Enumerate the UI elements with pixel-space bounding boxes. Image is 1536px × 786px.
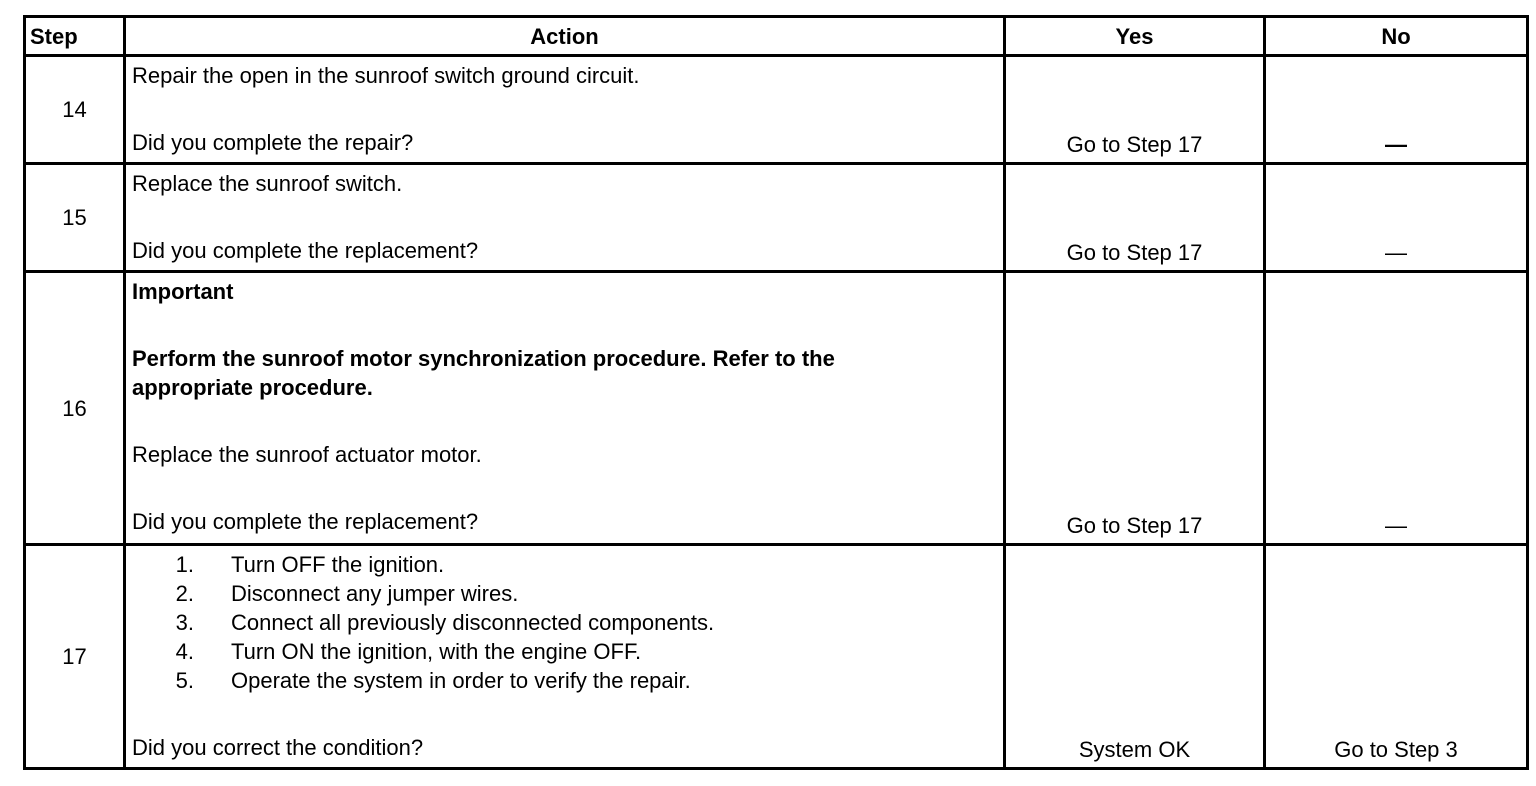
list-text: Turn OFF the ignition. [231, 552, 445, 577]
no-cell [1265, 545, 1528, 769]
question-text: Did you complete the replacement? [132, 509, 479, 534]
list-number: 5. [175, 668, 194, 693]
yes-cell [1005, 272, 1265, 545]
important-label: Important [132, 279, 234, 304]
no-cell [1265, 56, 1528, 164]
no-result: — [1385, 240, 1407, 265]
question-text: Did you complete the replacement? [132, 238, 479, 263]
header-action: Action [125, 17, 1005, 56]
question-text: Did you complete the repair? [132, 130, 414, 155]
table-row [25, 272, 1528, 545]
no-cell [1265, 272, 1528, 545]
no-result: Go to Step 3 [1334, 737, 1458, 762]
list-item [132, 579, 1003, 608]
table-row [25, 545, 1528, 769]
list-text: Disconnect any jumper wires. [231, 581, 519, 606]
yes-result: Go to Step 17 [1066, 513, 1203, 538]
list-number: 2. [175, 581, 194, 606]
list-number: 1. [175, 552, 194, 577]
step-number: 16 [25, 272, 125, 545]
list-number: 4. [175, 639, 194, 664]
header-no: No [1265, 17, 1528, 56]
action-text: Replace the sunroof switch. [132, 171, 403, 196]
action-text: Replace the sunroof actuator motor. [132, 442, 482, 467]
step-number: 17 [25, 545, 125, 769]
no-result: — [1385, 513, 1407, 538]
table-row [25, 164, 1528, 272]
important-text: appropriate procedure. [132, 375, 373, 400]
yes-cell [1005, 56, 1265, 164]
step-number: 14 [25, 56, 125, 164]
yes-cell [1005, 164, 1265, 272]
step-number: 15 [25, 164, 125, 272]
no-result: — [1385, 132, 1407, 157]
header-row [25, 17, 1528, 56]
action-cell [125, 164, 1005, 272]
header-yes: Yes [1005, 17, 1265, 56]
header-step: Step [25, 17, 125, 56]
yes-result: Go to Step 17 [1066, 240, 1203, 265]
important-text: Perform the sunroof motor synchronization procedure. Refer to the [132, 346, 835, 371]
list-text: Operate the system in order to verify the repair. [231, 668, 691, 693]
action-text: Repair the open in the sunroof switch ground circuit. [132, 63, 640, 88]
list-item [132, 608, 1003, 637]
yes-cell [1005, 545, 1265, 769]
list-item [132, 666, 1003, 695]
list-number: 3. [175, 610, 194, 635]
list-text: Connect all previously disconnected components. [231, 610, 715, 635]
table-row [25, 56, 1528, 164]
yes-result: Go to Step 17 [1066, 132, 1203, 157]
yes-result: System OK [1078, 737, 1191, 762]
action-cell [125, 272, 1005, 545]
list-text: Turn ON the ignition, with the engine OFF. [231, 639, 642, 664]
no-cell [1265, 164, 1528, 272]
question-text: Did you correct the condition? [132, 735, 424, 760]
diagnostic-table [23, 15, 1529, 770]
list-item [132, 637, 1003, 666]
action-cell [125, 56, 1005, 164]
list-item [132, 550, 1003, 579]
action-cell [125, 545, 1005, 769]
